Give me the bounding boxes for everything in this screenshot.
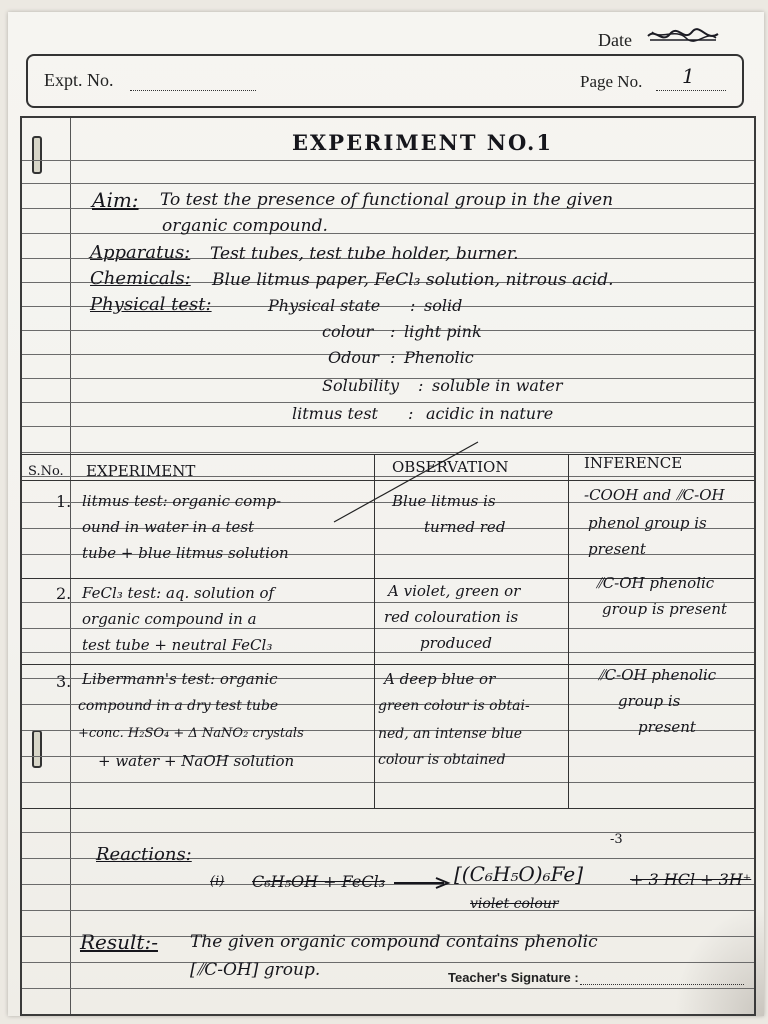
teachers-signature-label: Teacher's Signature : xyxy=(448,970,579,985)
result-label: Result:- xyxy=(80,930,158,954)
expt-no-label: Expt. No. xyxy=(44,70,114,90)
chemicals-label: Chemicals: xyxy=(90,268,191,289)
reaction-arrow-icon xyxy=(392,876,452,890)
apparatus-label: Apparatus: xyxy=(90,242,191,263)
page-title: EXPERIMENT NO.1 xyxy=(292,130,553,155)
result-text-line1: The given organic compound contains phenolic xyxy=(190,932,598,952)
table-stray-stroke xyxy=(332,438,482,528)
col-header-observation: OBSERVATION xyxy=(392,458,509,476)
reaction-left: C₆H₅OH + FeCl₃ xyxy=(252,872,386,891)
chemicals-text: Blue litmus paper, FeCl₃ solution, nitrous acid. xyxy=(212,270,614,290)
page-no-label: Page No. xyxy=(580,72,643,91)
reaction-charge: -3 xyxy=(610,832,623,847)
aim-text-line2: organic compound. xyxy=(162,216,328,236)
aim-text-line1: To test the presence of functional group in the given xyxy=(160,190,614,210)
margin-line xyxy=(70,118,71,1014)
col-header-experiment: EXPERIMENT xyxy=(86,462,196,480)
date-label: Date xyxy=(598,30,632,50)
reactions-label: Reactions: xyxy=(96,844,192,865)
date-scribble xyxy=(646,26,720,46)
binder-mark-top xyxy=(32,136,42,174)
header-box xyxy=(26,54,744,108)
signature-line xyxy=(580,984,744,985)
row-divider-2 xyxy=(22,664,754,665)
page-no-line xyxy=(656,90,726,91)
reaction-product: [(C₆H₅O)₆Fe] xyxy=(454,862,584,886)
table-bottom-line xyxy=(22,808,754,809)
notebook-page xyxy=(8,12,764,1016)
apparatus-text: Test tubes, test tube holder, burner. xyxy=(210,244,519,264)
aim-label: Aim: xyxy=(92,188,139,212)
col-header-inference: INFERENCE xyxy=(584,454,683,472)
result-text-line2: [⫽C-OH] group. xyxy=(190,960,321,980)
binder-mark-bottom xyxy=(32,730,42,768)
reaction-byproducts: + 3 HCl + 3H⁺ xyxy=(630,870,752,889)
table-col-divider-2 xyxy=(568,454,569,808)
expt-no-line xyxy=(130,90,256,91)
physical-test-label: Physical test: xyxy=(90,294,212,315)
col-header-sno: S.No. xyxy=(28,464,64,479)
ruled-area: EXPERIMENT NO.1 Aim: To test the presence of functional group in the given organic compound. Apparatus: Test tubes, test tube holder, burner. Chemicals: Blue litmus paper, FeCl₃ solution, nitrous acid. Physical test: Physical state : solid colour : light pink Odour : Phenolic Solubility : soluble in water litmus test : acidic in nature S.No. EXPERIMENT OBSERVATION INFERENCE 1. litmus test: organic comp- ound in water in a test tube + blue litmus solution Blue litmus is turned red -COOH and ⫽C-OH phenol group is present 2. FeCl₃ test: aq. solution of organic compound in a test tube + neutral FeCl₃ A violet, green or red colouration is produced ⫽C-OH phenolic group is present 3. Libermann's test: organic compound in a dry test tube +conc. H₂SO₄ + Δ NaNO₂ crystals + water + NaOH solution A deep blue or green colour is obtai- ned, an intense blue colour is obtained ⫽C-OH phenolic group is present Reactions: (i) C₆H₅OH + FeCl₃ [(C₆H₅O)₆Fe] -3 + 3 HCl + 3H⁺ violet colour Result:- The given organic compound contains phenolic [⫽C-OH] group. Teacher's Signature : xyxy=(20,116,756,1016)
page-no-value: 1 xyxy=(682,64,695,88)
reaction-number: (i) xyxy=(210,874,225,889)
reaction-note: violet colour xyxy=(470,896,559,912)
